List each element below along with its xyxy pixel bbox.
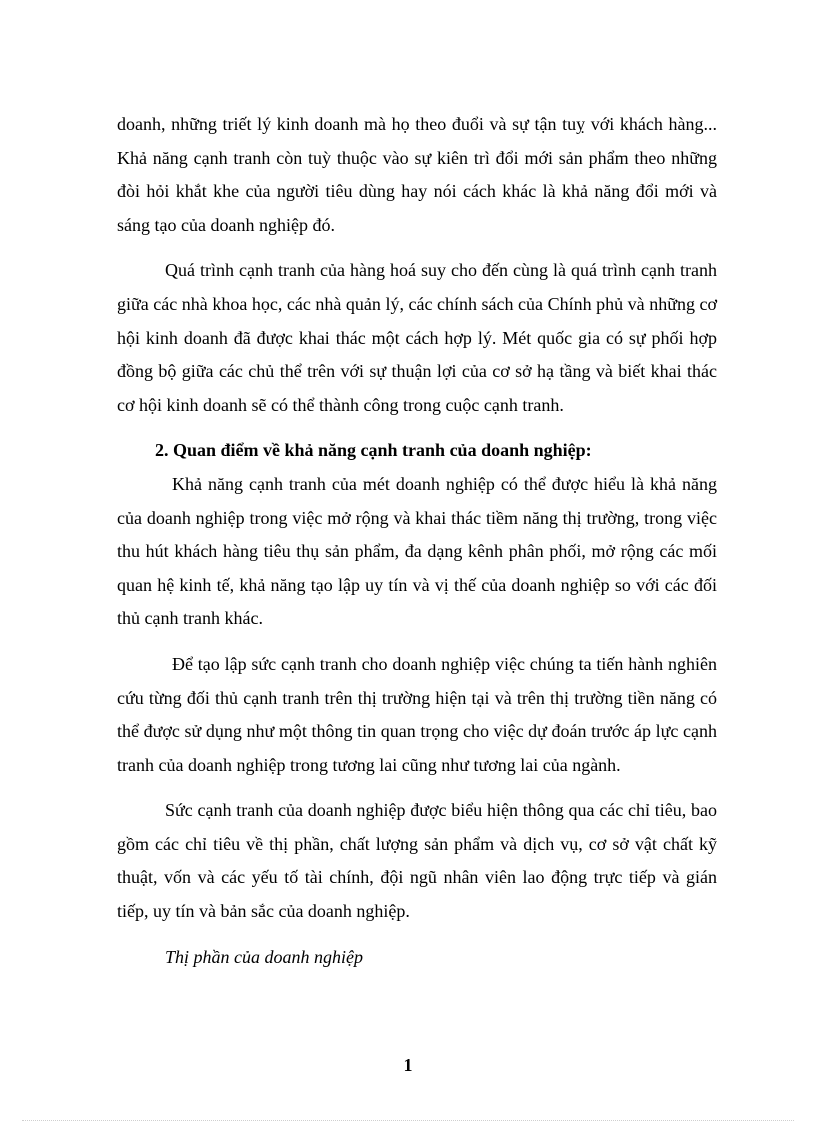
paragraph-continuation: doanh, những triết lý kinh doanh mà họ theo đuổi và sự tận tuỵ với khách hàng... Khả năng cạnh tranh còn tuỳ thuộc vào sự kiên trì đổi mới sản phẩm theo những đòi hỏi khắt khe của người tiêu dùng hay nói cách khác là khả năng đổi mới và sáng tạo của doanh nghiệp đó.	[117, 114, 717, 235]
page-number: 1	[403, 1055, 413, 1075]
page-bottom-divider	[22, 1120, 794, 1121]
section-heading: 2. Quan điểm về khả năng cạnh tranh của doanh nghiệp:	[155, 440, 592, 461]
paragraph-competitor-research: Để tạo lập sức cạnh tranh cho doanh nghiệp việc chúng ta tiến hành nghiên cứu từng đối thủ cạnh tranh trên thị trường hiện tại và trên thị trường tiền năng có thể được sử dụng như một thông tin quan trọng cho việc dự đoán trước áp lực cạnh tranh của doanh nghiệp trong tương lai cũng như tương lai của ngành.	[117, 653, 717, 775]
document-body	[117, 108, 717, 974]
paragraph-competitiveness-definition: Khả năng cạnh tranh của mét doanh nghiệp có thể được hiểu là khả năng của doanh nghiệp trong việc mở rộng và khai thác tiềm năng thị trường, trong việc thu hút khách hàng tiêu thụ sản phẩm, đa dạng kênh phân phối, mở rộng các mối quan hệ kinh tế, khả năng tạo lập uy tín và vị thế của doanh nghiệp so với các đối thủ cạnh tranh khác.	[117, 473, 717, 629]
paragraph-indicators: Sức cạnh tranh của doanh nghiệp được biểu hiện thông qua các chỉ tiêu, bao gồm các chỉ tiêu về thị phần, chất lượng sản phẩm và dịch vụ, cơ sở vật chất kỹ thuật, vốn và các yếu tố tài chính, đội ngũ nhân viên lao động trực tiếp và gián tiếp, uy tín và bản sắc của doanh nghiệp.	[117, 800, 717, 922]
subheading-market-share: Thị phần của doanh nghiệp	[165, 946, 363, 967]
paragraph-competition-process: Quá trình cạnh tranh của hàng hoá suy cho đến cùng là quá trình cạnh tranh giữa các nhà khoa học, các nhà quản lý, các chính sách của Chính phủ và những cơ hội kinh doanh đã được khai thác một cách hợp lý. Mét quốc gia có sự phối hợp đồng bộ giữa các chủ thể trên với sự thuận lợi của cơ sở hạ tầng và biết khai thác cơ hội kinh doanh sẽ có thể thành công trong cuộc cạnh tranh.	[117, 260, 717, 415]
